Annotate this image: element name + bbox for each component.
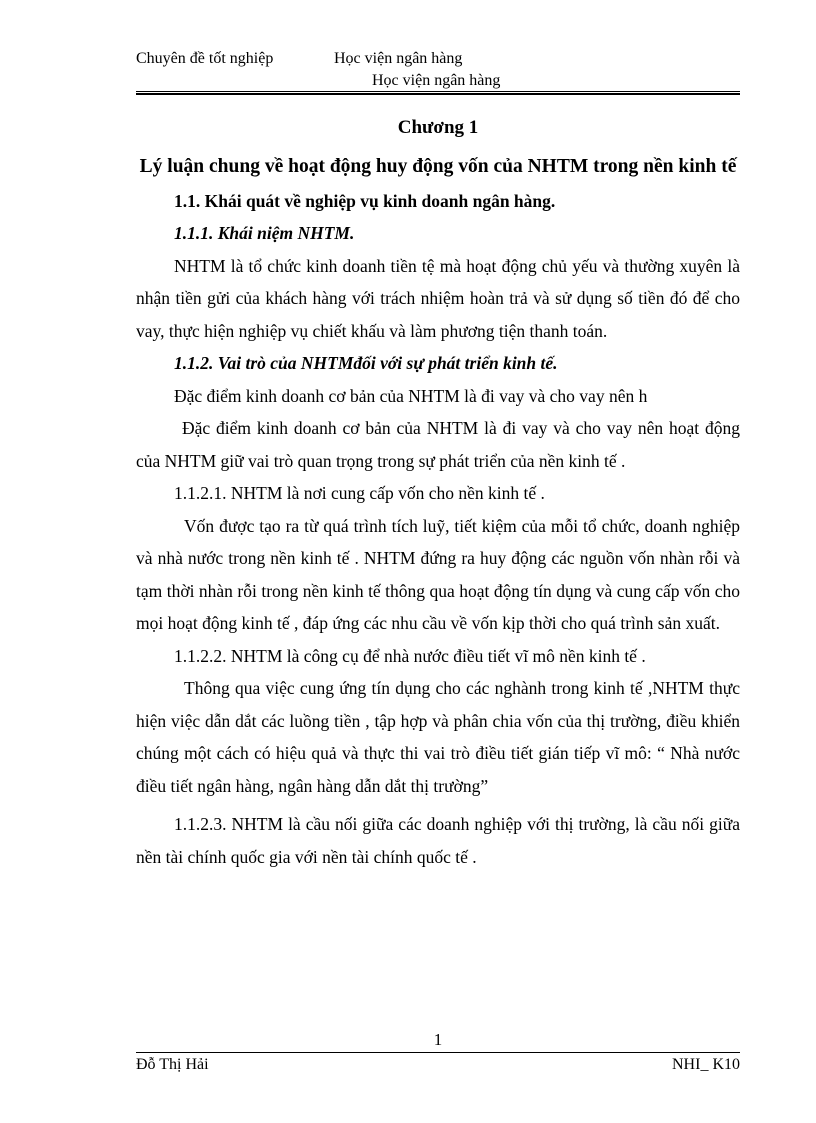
footer-class: NHI_ K10 bbox=[672, 1056, 740, 1073]
paragraph-capital-supply: Vốn được tạo ra từ quá trình tích luỹ, tiết kiệm của mỗi tổ chức, doanh nghiệp và nhà nước trong nền kinh tế . NHTM đứng ra huy động các nguồn vốn nhàn rỗi và tạm thời nhàn rỗi trong nền kinh tế thông qua hoạt động tín dụng và cung cấp vốn cho mọi hoạt động kinh tế , đáp ứng các nhu cầu về vốn kịp thời cho quá trình sản xuất. bbox=[136, 515, 740, 633]
heading-1-1-2-3: 1.1.2.3. NHTM là cầu nối giữa các doanh nghiệp với thị trường, là cầu nối giữa nền tài chính quốc gia với nền tài chính quốc tế . bbox=[136, 814, 740, 867]
paragraph-duplicate-fragment: Đặc điểm kinh doanh cơ bản của NHTM là đi vay và cho vay nên h bbox=[174, 385, 648, 406]
page-number: 1 bbox=[433, 1030, 443, 1049]
heading-1-1-2: 1.1.2. Vai trò của NHTMđối với sự phát triển kinh tế. bbox=[174, 353, 558, 373]
heading-1-1-2-2: 1.1.2.2. NHTM là công cụ để nhà nước điều tiết vĩ mô nền kinh tế . bbox=[174, 645, 646, 666]
paragraph-macro-regulation: Thông qua việc cung ứng tín dụng cho các nghành trong kinh tế ,NHTM thực hiện việc dẫn dắt các luồng tiền , tập hợp và phân chia vốn của thị trường, điều khiển chúng một cách có hiệu quả và thực thi vai trò điều tiết gián tiếp vĩ mô: “ Nhà nước điều tiết ngân hàng, ngân hàng dẫn dắt thị trường” bbox=[136, 678, 740, 796]
chapter-label: Chương 1 bbox=[397, 117, 479, 138]
header-line-2: Học viện ngân hàng bbox=[372, 72, 501, 89]
heading-1-1: 1.1. Khái quát về nghiệp vụ kinh doanh ngân hàng. bbox=[174, 190, 556, 211]
header-left-text: Chuyên đề tốt nghiệp bbox=[136, 50, 274, 67]
paragraph-role-intro: Đặc điểm kinh doanh cơ bản của NHTM là đi vay và cho vay nên hoạt động của NHTM giữ vai trò quan trọng trong sự phát triển của nền kinh tế . bbox=[136, 418, 740, 471]
header-right-text: Học viện ngân hàng bbox=[334, 50, 463, 67]
chapter-title: Lý luận chung về hoạt động huy động vốn của NHTM trong nền kinh tế bbox=[139, 155, 737, 177]
document-body bbox=[136, 112, 740, 873]
footer-rule bbox=[136, 1052, 740, 1053]
footer-author: Đỗ Thị Hải bbox=[136, 1056, 209, 1073]
heading-1-1-2-1: 1.1.2.1. NHTM là nơi cung cấp vốn cho nền kinh tế . bbox=[174, 483, 545, 503]
paragraph-definition: NHTM là tổ chức kinh doanh tiền tệ mà hoạt động chủ yếu và thường xuyên là nhận tiền gửi của khách hàng với trách nhiệm hoàn trả và sử dụng số tiền đó để cho vay, thực hiện nghiệp vụ chiết khấu và làm phương tiện thanh toán. bbox=[136, 255, 740, 341]
heading-1-1-1: 1.1.1. Khái niệm NHTM. bbox=[174, 223, 355, 243]
header-rule bbox=[136, 91, 740, 95]
header-line-1 bbox=[136, 50, 463, 68]
